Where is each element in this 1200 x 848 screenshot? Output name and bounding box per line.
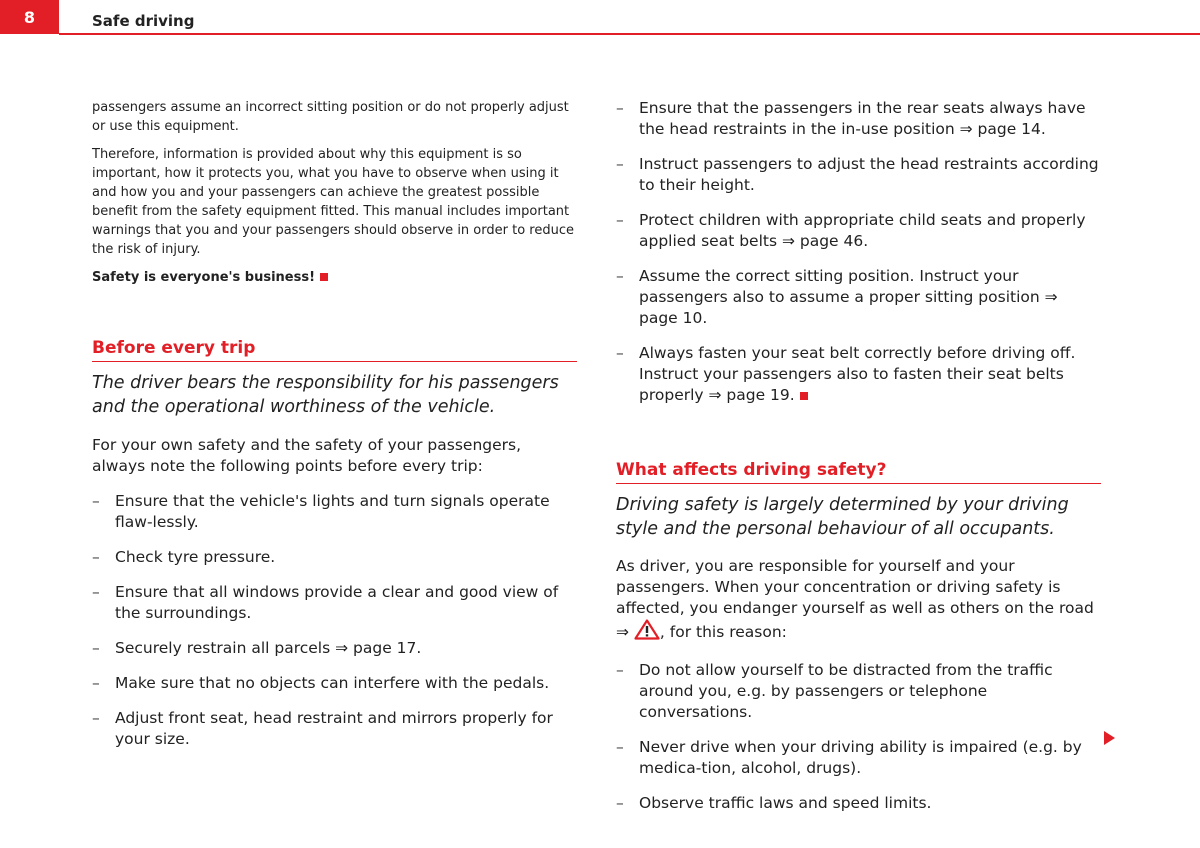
list-item: – Securely restrain all parcels ⇒ page 17.: [92, 638, 577, 659]
right-column: [616, 98, 1101, 828]
page-number: 8: [0, 0, 59, 34]
section-heading-driving-safety: What affects driving safety?: [616, 460, 1101, 484]
section-body: For your own safety and the safety of your passengers, always note the following points before every trip:: [92, 436, 522, 475]
list-item: – Assume the correct sitting position. Instruct your passengers also to assume a proper sitting position ⇒ page 10.: [616, 266, 1101, 329]
list-item: – Ensure that all windows provide a clear and good view of the surroundings.: [92, 582, 577, 624]
page-header: [0, 0, 1200, 36]
intro-paragraph-2: Therefore, information is provided about why this equipment is so important, how it protects you, what you have to observe when using it and how you and your passengers can achieve the greatest possible benefit from the safety equipment fitted. This manual includes important warnings that you and your passengers should observe in order to reduce the risk of injury.: [92, 147, 574, 257]
section-lead: Driving safety is largely determined by your driving style and the personal behaviour of all occupants.: [616, 495, 1069, 539]
end-of-section-icon: [320, 273, 328, 281]
chapter-title: Safe driving: [92, 12, 195, 30]
checklist: [92, 491, 577, 750]
list-item: – Make sure that no objects can interfere with the pedals.: [92, 673, 577, 694]
list-item: – Always fasten your seat belt correctly before driving off. Instruct your passengers also to fasten their seat belts properly ⇒ page 19.: [616, 343, 1101, 406]
warning-triangle-icon: [634, 619, 660, 646]
list-item: – Ensure that the vehicle's lights and turn signals operate flaw-lessly.: [92, 491, 577, 533]
checklist-continued: [616, 98, 1101, 406]
list-item: – Check tyre pressure.: [92, 547, 577, 568]
left-column: [92, 98, 577, 764]
list-item: – Protect children with appropriate child seats and properly applied seat belts ⇒ page 46.: [616, 210, 1101, 252]
intro-paragraph-3: Safety is everyone's business!: [92, 268, 577, 287]
list-item: – Never drive when your driving ability is impaired (e.g. by medica-tion, alcohol, drugs).: [616, 737, 1101, 779]
intro-paragraph-1: passengers assume an incorrect sitting position or do not properly adjust or use this equipment.: [92, 100, 569, 134]
list-item: – Adjust front seat, head restraint and mirrors properly for your size.: [92, 708, 577, 750]
section-heading-before-every-trip: Before every trip: [92, 338, 577, 362]
list-item: – Instruct passengers to adjust the head restraints according to their height.: [616, 154, 1101, 196]
driving-safety-list: [616, 660, 1101, 814]
end-of-section-icon: [800, 392, 808, 400]
list-item: – Do not allow yourself to be distracted from the traffic around you, e.g. by passengers or telephone conversations.: [616, 660, 1101, 723]
list-item: – Observe traffic laws and speed limits.: [616, 793, 1101, 814]
header-rule: [59, 33, 1200, 35]
next-page-arrow-icon: [1104, 731, 1115, 745]
list-item: – Ensure that the passengers in the rear seats always have the head restraints in the in-use position ⇒ page 14.: [616, 98, 1101, 140]
section-lead: The driver bears the responsibility for his passengers and the operational worthiness of the vehicle.: [92, 373, 559, 417]
section-body: As driver, you are responsible for yourself and your passengers. When your concentration or driving safety is affected, you endanger yourself as well as others on the road ⇒ , for this reason:: [616, 556, 1101, 646]
